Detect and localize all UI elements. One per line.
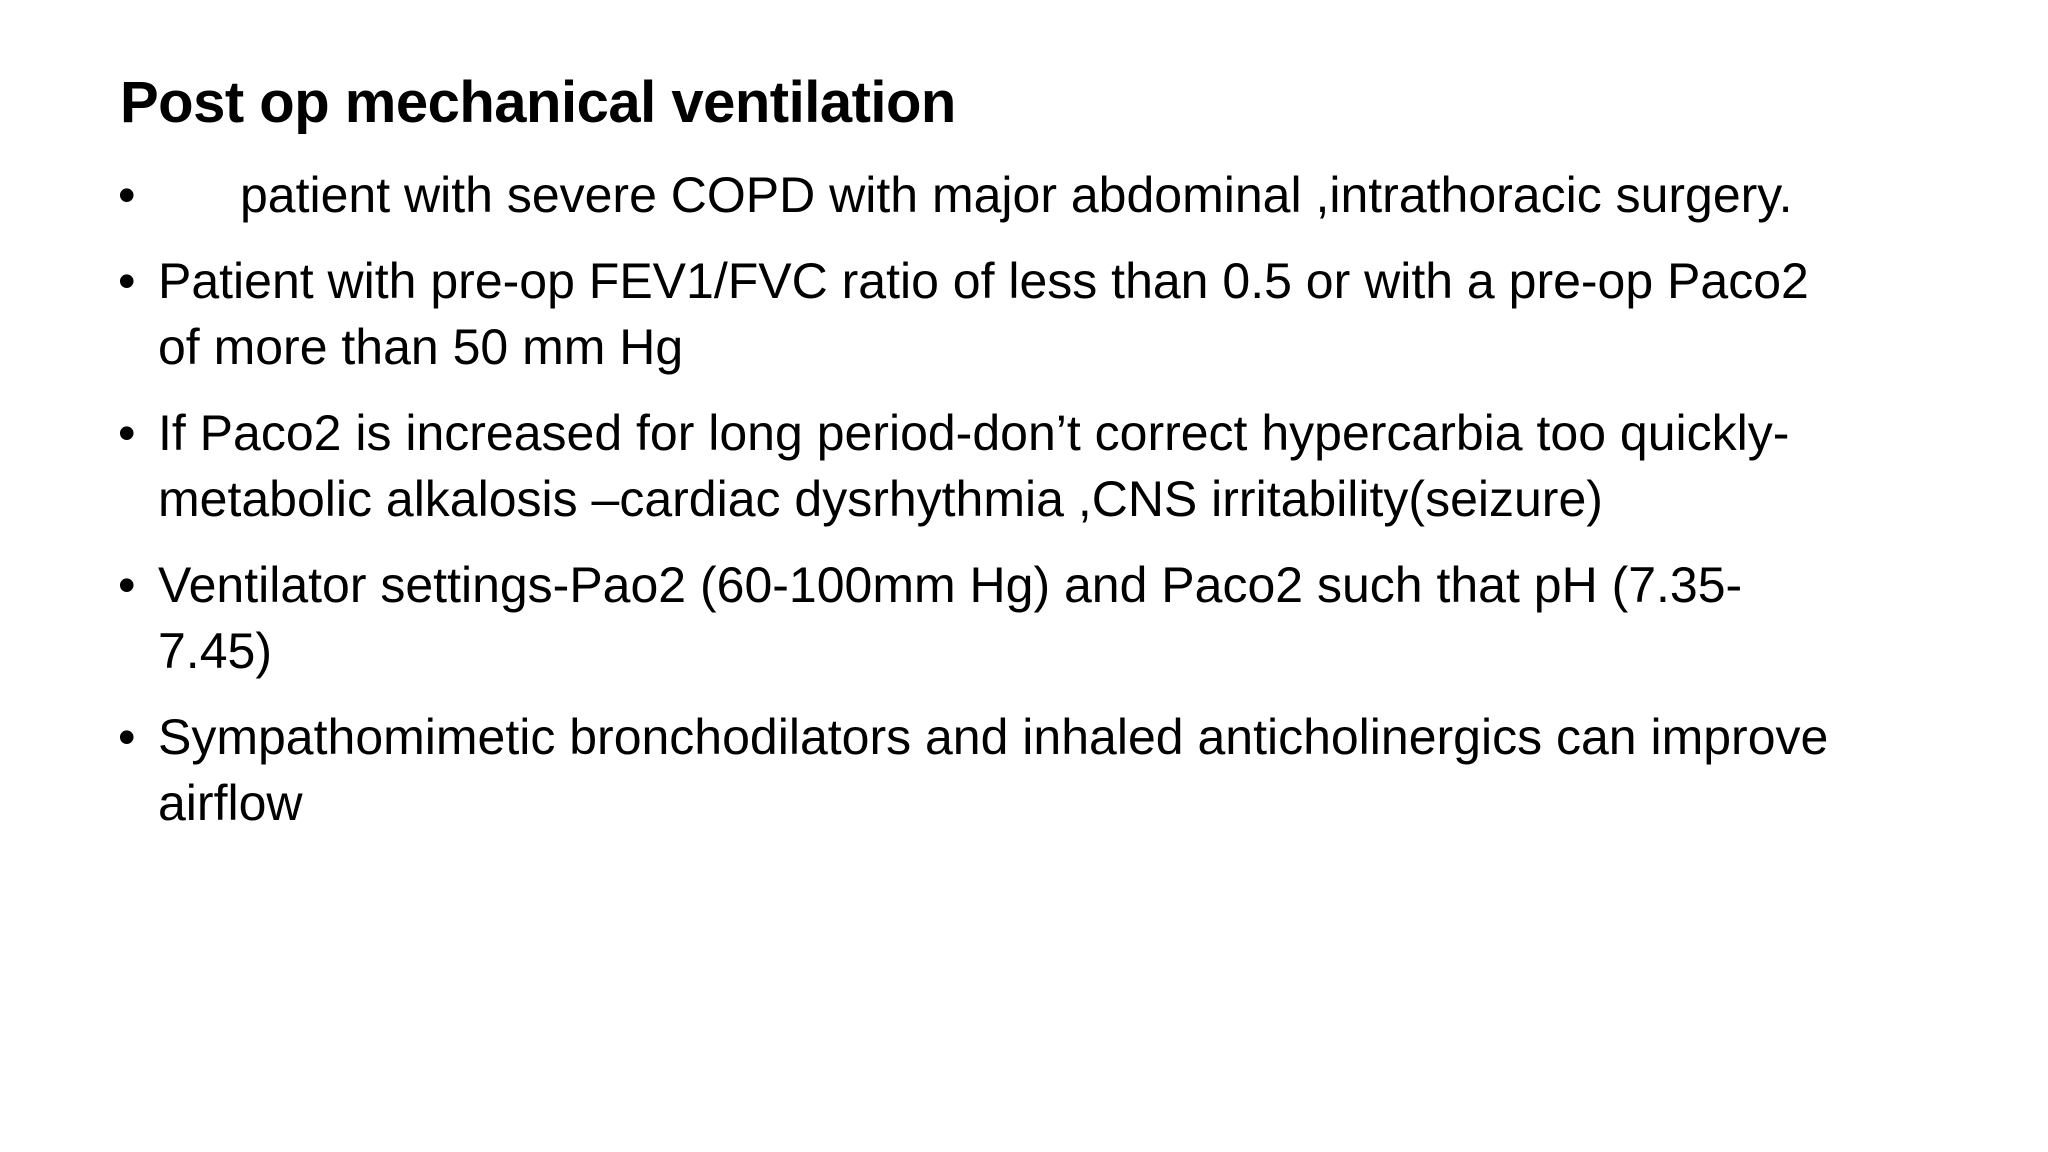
bullet-item [118, 162, 1838, 228]
bullet-item [118, 248, 1838, 380]
bullet-list [118, 162, 1838, 856]
bullet-item [118, 704, 1838, 836]
bullet-item [118, 400, 1838, 532]
bullet-text: Sympathomimetic bronchodilators and inhaled anticholinergics can improve airflow [158, 709, 1829, 831]
bullet-item [118, 552, 1838, 684]
bullet-icon: • [118, 167, 136, 223]
slide-title: Post op mechanical ventilation [120, 70, 956, 135]
bullet-text: patient with severe COPD with major abdominal ,intrathoracic surgery. [240, 167, 1793, 223]
bullet-text: Ventilator settings-Pao2 (60-100mm Hg) and Paco2 such that pH (7.35-7.45) [158, 557, 1743, 679]
bullet-text: Patient with pre-op FEV1/FVC ratio of less than 0.5 or with a pre-op Paco2 of more than 50 mm Hg [158, 253, 1809, 375]
bullet-icon: • [118, 405, 136, 461]
bullet-icon: • [118, 253, 136, 309]
bullet-icon: • [118, 557, 136, 613]
bullet-icon: • [118, 709, 136, 765]
bullet-text: If Paco2 is increased for long period-don’t correct hypercarbia too quickly-metabolic alkalosis –cardiac dysrhythmia ,CNS irritability(seizure) [158, 405, 1790, 527]
